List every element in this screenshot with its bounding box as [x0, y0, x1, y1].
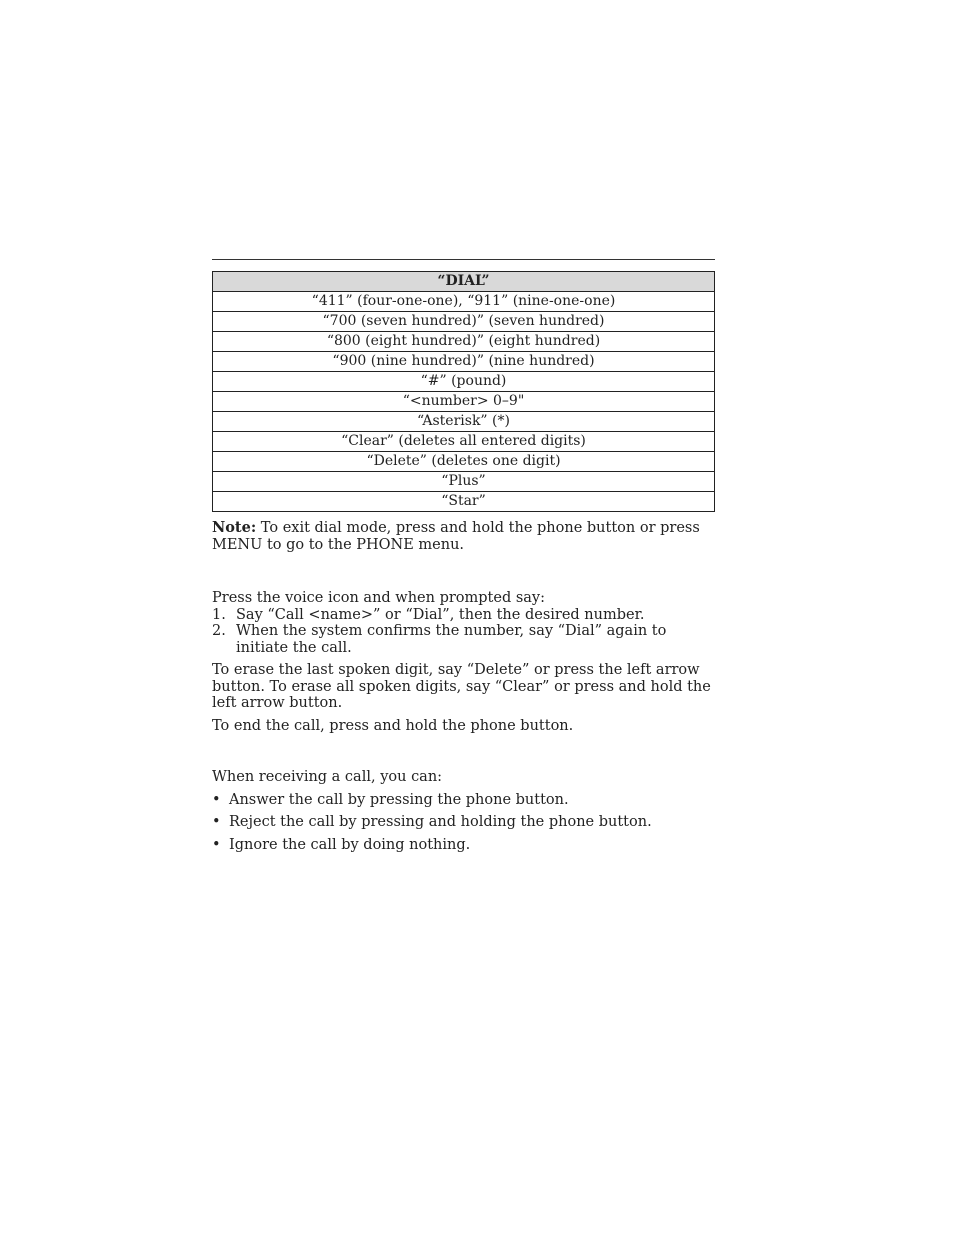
receiving-options — [212, 792, 715, 854]
table-row — [213, 292, 715, 312]
table-cell: “700 (seven hundred)” (seven hundred) — [213, 312, 715, 332]
list-item — [212, 814, 715, 831]
end-call-instructions: To end the call, press and hold the phone button. — [212, 717, 574, 734]
bullet-icon: • — [212, 836, 221, 853]
dial-commands-table — [212, 271, 715, 512]
note-label: Note: — [212, 519, 257, 536]
table-cell: “900 (nine hundred)” (nine hundred) — [213, 352, 715, 372]
table-row — [213, 372, 715, 392]
erase-instructions: To erase the last spoken digit, say “Delete” or press the left arrow button. To erase all spoken digits, say “Clear” or press and hold the left arrow button. — [212, 662, 711, 711]
note-text: To exit dial mode, press and hold the phone button or press MENU to go to the PHONE menu. — [212, 520, 700, 553]
table-cell: “Star” — [213, 492, 715, 512]
step-text: Say “Call <name>” or “Dial”, then the desired number. — [236, 606, 645, 623]
table-row — [213, 352, 715, 372]
voice-dial-intro: Press the voice icon and when prompted say: — [212, 590, 546, 606]
table-cell: “#” (pound) — [213, 372, 715, 392]
section-rule — [212, 259, 715, 260]
list-item — [212, 837, 715, 854]
bullet-icon: • — [212, 814, 221, 830]
table-row — [213, 472, 715, 492]
note-paragraph — [212, 520, 715, 553]
bullet-icon: • — [212, 791, 221, 808]
table-cell: “Delete” (deletes one digit) — [213, 452, 715, 472]
option-text: Ignore the call by doing nothing. — [229, 836, 471, 853]
table-cell: “Asterisk” (*) — [213, 412, 715, 432]
option-text: Reject the call by pressing and holding the phone button. — [229, 814, 652, 830]
table-cell: “<number> 0–9" — [213, 392, 715, 412]
voice-dial-section — [212, 590, 715, 734]
option-text: Answer the call by pressing the phone button. — [229, 791, 569, 808]
table-cell: “Clear” (deletes all entered digits) — [213, 432, 715, 452]
step-number: 1. — [212, 606, 226, 623]
step-number: 2. — [212, 623, 226, 639]
manual-page — [212, 0, 715, 1235]
list-item — [212, 792, 715, 809]
table-row — [213, 392, 715, 412]
table-row — [213, 412, 715, 432]
receiving-call-section — [212, 769, 715, 859]
table-row — [213, 332, 715, 352]
table-cell: “800 (eight hundred)” (eight hundred) — [213, 332, 715, 352]
list-item — [212, 623, 715, 656]
table-header-row — [213, 272, 715, 292]
table-cell: “Plus” — [213, 472, 715, 492]
table-row — [213, 432, 715, 452]
step-text: When the system confirms the number, say “Dial” again to initiate the call. — [236, 623, 667, 656]
table-row — [213, 492, 715, 512]
list-item — [212, 607, 715, 624]
table-row — [213, 452, 715, 472]
table-row — [213, 312, 715, 332]
table-cell: “411” (four-one-one), “911” (nine-one-one) — [213, 292, 715, 312]
table-header: “DIAL” — [213, 272, 715, 292]
receiving-intro: When receiving a call, you can: — [212, 769, 443, 785]
voice-dial-steps — [212, 607, 715, 657]
